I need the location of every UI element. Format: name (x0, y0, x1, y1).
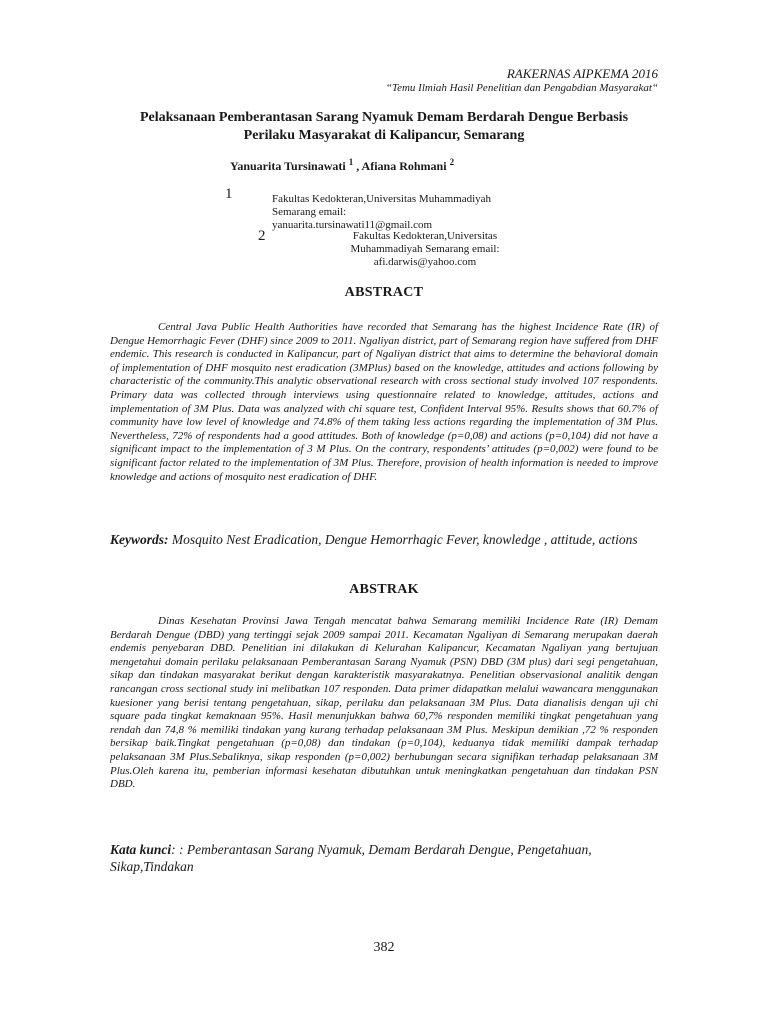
paper-title (100, 109, 668, 145)
keywords (110, 531, 658, 548)
abstract-text (110, 321, 658, 484)
author-affiliation-mark: 1 (348, 157, 354, 167)
conference-name: RAKERNAS AIPKEMA 2016 (506, 66, 658, 81)
author-name: Afiana Rohmani (361, 159, 447, 173)
affiliation-line: Fakultas Kedokteran,Universitas (352, 230, 498, 242)
affiliation-line: Semarang email: (272, 206, 347, 218)
affiliation-number: 1 (225, 186, 233, 202)
affiliation-2 (325, 230, 525, 269)
affiliation-email: yanuarita.tursinawati11@gmail.com (272, 219, 433, 231)
title-line-2: Perilaku Masyarakat di Kalipancur, Semarang (243, 128, 525, 143)
page-number: 382 (373, 940, 395, 955)
kata-kunci (110, 841, 658, 875)
affiliation-1 (272, 193, 491, 232)
conference-subtitle: “Temu Ilmiah Hasil Penelitian dan Pengabdian Masyarakat“ (385, 82, 658, 94)
author-name: Yanuarita Tursinawati (230, 159, 346, 173)
affiliation-line: Muhammadiyah Semarang email: (350, 243, 500, 255)
abstrak-text (110, 615, 658, 792)
affiliation-line: Fakultas Kedokteran,Universitas Muhammadiyah (272, 193, 492, 205)
affiliation-email: afi.darwis@yahoo.com (373, 256, 477, 268)
abstract-heading: ABSTRACT (344, 285, 424, 300)
abstrak-heading: ABSTRAK (349, 582, 419, 597)
author-affiliation-mark: 2 (449, 157, 455, 167)
kata-kunci-list: : : Pemberantasan Sarang Nyamuk, Demam Berdarah Dengue, Pengetahuan, Sikap,Tindakan (110, 842, 592, 874)
keywords-label: Keywords: (110, 532, 169, 547)
kata-kunci-label: Kata kunci (110, 842, 172, 857)
affiliation-number: 2 (258, 228, 266, 244)
author-list (230, 157, 454, 174)
title-line-1: Pelaksanaan Pemberantasan Sarang Nyamuk Demam Berdarah Dengue Berbasis (139, 110, 629, 125)
author-separator: , (356, 159, 362, 173)
abstract-body: Central Java Public Health Authorities have recorded that Semarang has the highest Incidence Rate (IR) of Dengue Hemorrhagic Fever (DHF) since 2009 to 2011. Ngaliyan district, part of Semarang region have suffered from DHF endemic. This research is conducted in Kalipancur, part of Ngaliyan district that aims to determine the behavioral domain of implementation of DHF mosquito nest eradication (3MPlus) based on the knowledge, attitudes and actions following by characteristic of the community.This analytic observational research with cross sectional study involved 107 respondents. Primary data was collected through interviews using questionnaire related to knowledge, attitudes, actions and implementation of 3M Plus. Data was analyzed with chi square test, Confident Interval 95%. Results shows that 60.7% of community have low level of knowledge and 74.8% of them taking less actions regarding the implementation of 3M Plus. Nevertheless, 72% of respondents had a good attitudes. Both of knowledge (p=0,08) and actions (p=0,104) did not have a significant impact to the implementation of 3 M Plus. On the contrary, respondents’ attitudes (p=0,002) were found to be significant factor related to the implementation of 3M Plus. Therefore, provision of health information is needed to improve knowledge and actions of mosquito nest eradication of DHF. (110, 321, 658, 483)
abstrak-body: Dinas Kesehatan Provinsi Jawa Tengah mencatat bahwa Semarang memiliki Incidence Rate (IR) Demam Berdarah Dengue (DBD) yang tertinggi sejak 2009 sampai 2011. Kecamatan Ngaliyan di Semarang merupakan daerah endemis penyebaran DBD. Penelitian ini dilakukan di Kelurahan Kalipancur, Kecamatan Ngaliyan yang bertujuan mengetahui domain perilaku pelaksanaan Pemberantasan Sarang Nyamuk (PSN) DBD (3M plus) dari segi pengetahuan, sikap dan tindakan masyarakat berikut dengan karakteristik masyarakatnya. Penelitian observasional analitik dengan rancangan cross sectional study ini melibatkan 107 responden. Data primer didapatkan melalui wawancara menggunakan kuesioner yang berisi tentang pengetahuan, sikap, perilaku dan pelaksanaan 3M Plus. Data dianalisis dengan uji chi square pada tingkat kemaknaan 95%. Hasil menunjukkan bahwa 60,7% responden memiliki tingkat pengetahuan yang rendah dan 74,8 % memiliki tindakan yang kurang terhadap pelaksanaan 3M Plus. Meskipun demikian ,72 % responden bersikap baik.Tingkat pengetahuan (p=0,08) dan tindakan (p=0,104), keduanya tidak memiliki dampak terhadap pelaksanaan 3M Plus.Sebaliknya, sikap responden (p=0,002) berhubungan secara signifikan terhadap pelaksanaan 3M Plus.Oleh karena itu, pemberian informasi kesehatan dibutuhkan untuk meningkatkan pengetahuan dan tindakan PSN DBD. (110, 615, 658, 791)
keywords-list: Mosquito Nest Eradication, Dengue Hemorrhagic Fever, knowledge , attitude, actions (168, 532, 638, 547)
